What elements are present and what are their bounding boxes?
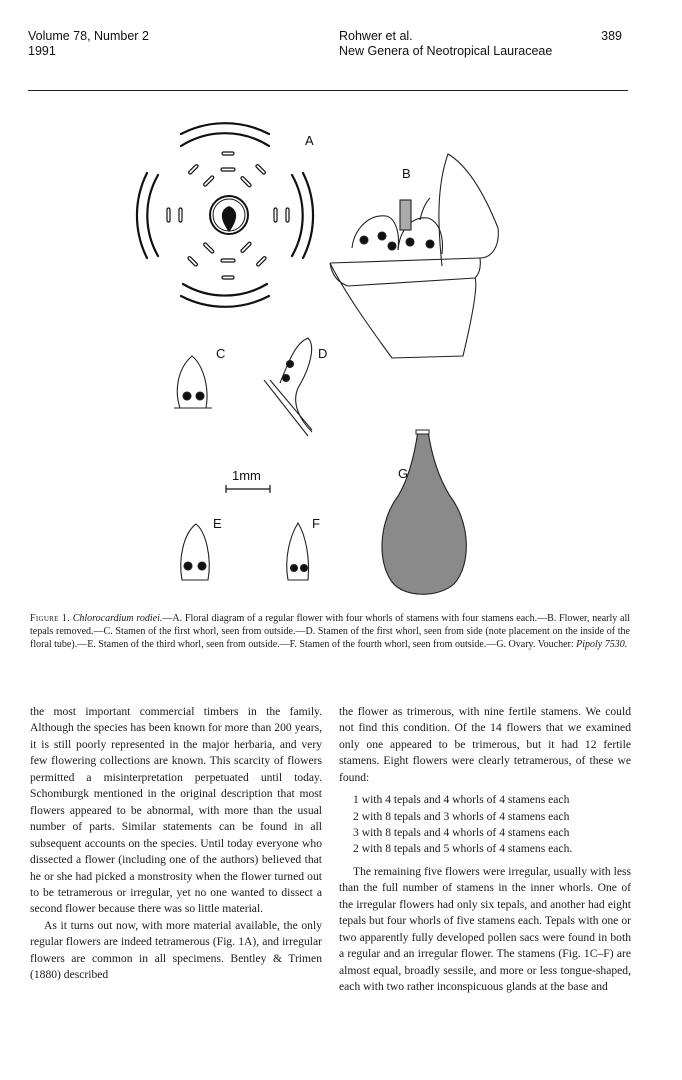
- journal-volume: Volume 78, Number 2: [28, 29, 149, 43]
- label-a: A: [305, 133, 314, 148]
- stamen-drawing-d: [264, 338, 312, 436]
- right-paragraph-1: the flower as trimerous, with nine fertile stamens. We could not find this condition. Of the 14 flowers that we examined only one appeared to be trimerous, but it had 12 fertile stamens. Eight flowers were clearly tetramerous, of these we found:: [339, 705, 631, 784]
- list-item: 2 with 8 tepals and 3 whorls of 4 stamens each: [353, 809, 570, 823]
- stamen-drawing-e: [181, 524, 209, 580]
- label-f: F: [312, 516, 320, 531]
- label-c: C: [216, 346, 226, 361]
- running-header-left: [28, 29, 149, 59]
- label-b: B: [402, 166, 411, 181]
- left-paragraph-2: As it turns out now, with more material available, the only regular flowers are indeed tetramerous (Fig. 1A), and irregular flowers are common in all specimens. Bentley & Trimen (1880) described: [30, 918, 322, 982]
- left-paragraph-1: the most important commercial timbers in the family. Although the species has been known for more than 200 years, it is still poorly represented in the major herbaria, and very few flowering collections are known. This scarcity of flowers permitted a misinterpretation perpetuated until today. Schomburgk mentioned in the original description that most flowers appeared to be abnormal, with more than the usual number of parts. Similar statements can be found in all subsequent accounts on the species. Until today everyone who dissected a flower (including one of the authors) believed that he or she had picked a monstrosity when the flower turned out to be tetramerous or irregular, yet no one wanted to dissect a second flower because there was so little material.: [30, 705, 322, 916]
- list-item: 3 with 8 tepals and 4 whorls of 4 stamens each: [353, 826, 570, 840]
- label-g: G: [398, 466, 409, 481]
- figure-caption: [30, 612, 630, 652]
- scale-bar: [226, 485, 270, 493]
- right-paragraph-2: The remaining five flowers were irregular, usually with less than the full number of stamens in the inner whorls. One of the irregular flowers had only six tepals, and another had eight tepals but four whorls of five stamens each. Tepals with one or two apparently fully developed pollen sacs were found in both a regular and an irregular flower. The stamens (Fig. 1C–F) are almost equal, broadly sessile, and more or less tongue-shaped, each with two rather inconspicuous glands at the base and: [339, 864, 631, 994]
- label-e: E: [213, 516, 222, 531]
- ovary-drawing-g: [382, 430, 466, 594]
- left-column: [30, 704, 322, 984]
- running-header-center: [339, 29, 552, 59]
- list-item: 1 with 4 tepals and 4 whorls of 4 stamens each: [353, 793, 570, 807]
- caption-species: Chlorocardium rodiei.: [72, 613, 163, 624]
- scale-bar-label: 1mm: [232, 468, 261, 483]
- journal-year: 1991: [28, 44, 56, 58]
- flower-count-list: [353, 792, 631, 858]
- label-d: D: [318, 346, 328, 361]
- caption-text: —A. Floral diagram of a regular flower with four whorls of stamens with four stamens each.—B. Flower, nearly all tepals removed.—C. Stamen of the first whorl, seen from outside.—D. Stamen of the first whorl, seen from side (note placement on the inside of the floral tube).—E. Stamen of the third whorl, seen from outside.—F. Stamen of the fourth whorl, seen from outside.—G. Ovary. Voucher:: [30, 613, 630, 651]
- flower-drawing-b: [330, 154, 498, 358]
- right-column: [339, 704, 631, 996]
- header-authors: Rohwer et al.: [339, 29, 413, 43]
- caption-prefix: Figure 1.: [30, 613, 70, 624]
- header-article-title: New Genera of Neotropical Lauraceae: [339, 44, 553, 58]
- stamen-drawing-c: [174, 356, 212, 408]
- stamen-drawing-f: [287, 523, 309, 580]
- page-number: 389: [601, 29, 622, 43]
- list-item: 2 with 8 tepals and 5 whorls of 4 stamens each.: [353, 842, 573, 856]
- figure-drawing: [130, 118, 530, 598]
- header-rule: [28, 90, 628, 91]
- central-pistil: [210, 196, 248, 234]
- figure-1: [130, 118, 530, 598]
- caption-voucher: Pipoly 7530.: [576, 639, 628, 651]
